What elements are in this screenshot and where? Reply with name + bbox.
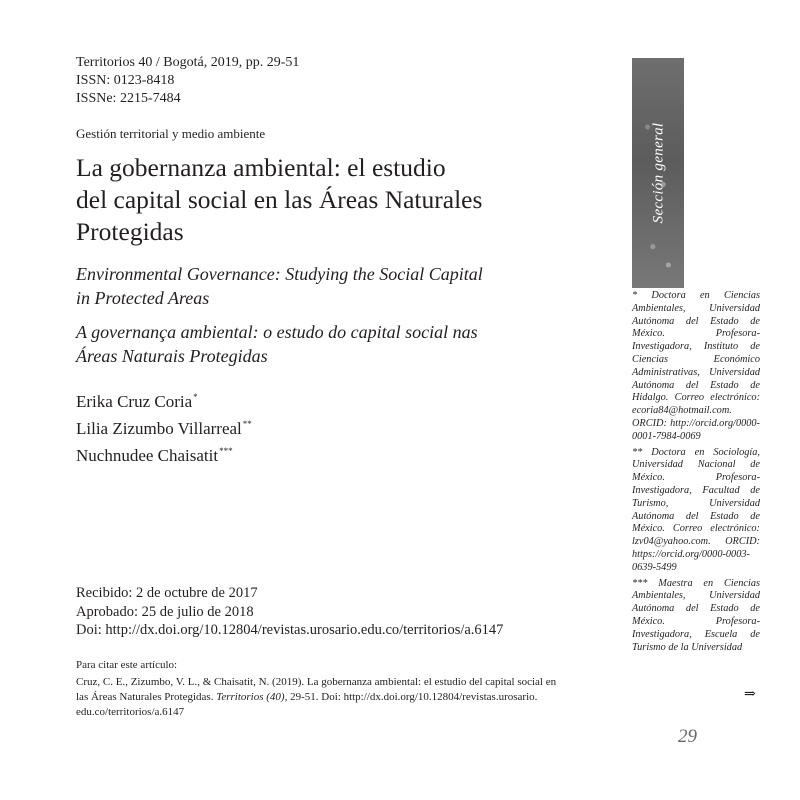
portuguese-title-line: Áreas Naturais Protegidas [76, 346, 268, 366]
author-footnote-mark: * [193, 392, 198, 402]
citation-line: Cruz, C. E., Zizumbo, V. L., & Chaisatit, N. (2019). La gobernanza ambiental: el estudio del capital social en [76, 676, 557, 688]
title-line: La gobernanza ambiental: el estudio [76, 153, 446, 182]
continue-arrow-icon: ⇒ [744, 687, 756, 702]
journal-header [76, 54, 299, 108]
section-label: Gestión territorial y medio ambiente [76, 126, 266, 141]
section-tab-label: Sección general [650, 122, 667, 224]
author-footnote-mark: *** [219, 446, 233, 456]
citation-issue: (40) [263, 691, 285, 703]
title-line: del capital social en las Áreas Naturales [76, 185, 483, 214]
author [76, 413, 252, 440]
citation-fragment: , 29-51. Doi: http://dx.doi.org/10.12804/revistas.urosario. [284, 691, 538, 703]
author-name: Erika Cruz Coria [76, 392, 193, 411]
doi-link[interactable]: Doi: http://dx.doi.org/10.12804/revistas.urosario.edu.co/territorios/a.6147 [76, 622, 504, 638]
article-dates [76, 584, 503, 640]
author-footnotes [632, 290, 760, 657]
author [76, 386, 252, 413]
issn-e: ISSNe: 2215-7484 [76, 91, 181, 106]
footnote: *** Maestra en Ciencias Ambientales, Universidad Autónoma del Estado de México. Profesora-Investigadora, Escuela de Turismo de la Universidad [632, 577, 760, 653]
english-title-line: in Protected Areas [76, 288, 210, 308]
english-title-line: Environmental Governance: Studying the Social Capital [76, 264, 483, 284]
english-title [76, 262, 616, 310]
citation-label: Para citar este artículo: [76, 659, 178, 671]
portuguese-title-line: A governança ambiental: o estudo do capital social nas [76, 322, 478, 342]
citation-journal: Territorios [216, 691, 264, 703]
citation-line: edu.co/territorios/a.6147 [76, 706, 185, 718]
citation-text [76, 675, 616, 720]
author-list [76, 386, 252, 467]
section-tab [632, 58, 684, 288]
citation-line [76, 690, 616, 705]
received-date: Recibido: 2 de octubre de 2017 [76, 585, 258, 601]
issn: ISSN: 0123-8418 [76, 73, 175, 88]
author-name: Lilia Zizumbo Villarreal [76, 419, 242, 438]
title-line: Protegidas [76, 217, 184, 246]
author [76, 440, 252, 467]
author-name: Nuchnudee Chaisatit [76, 446, 219, 465]
portuguese-title [76, 320, 616, 368]
author-footnote-mark: ** [242, 419, 252, 429]
article-title [76, 152, 616, 248]
journal-line: Territorios 40 / Bogotá, 2019, pp. 29-51 [76, 55, 300, 70]
footnote: ** Doctora en Sociología, Universidad Nacional de México. Profesora-Investigadora, Facultad de Turismo, Universidad Autónoma del Estado de México. Correo electrónico: lzv04@yahoo.com. ORCID: https://orcid.org/0000-0003-0639-5499 [632, 446, 760, 573]
page-number: 29 [678, 726, 697, 747]
footnote: * Doctora en Ciencias Ambientales, Universidad Autónoma del Estado de México. Profesora-Investigadora, Instituto de Ciencias Económico Administrativas, Universidad Autónoma del Estado de Hidalgo. Correo electrónico: ecoria84@hotmail.com. ORCID: http://orcid.org/0000-0001-7984-0069 [632, 290, 760, 442]
citation-fragment: las Áreas Naturales Protegidas. [76, 691, 217, 703]
approved-date: Aprobado: 25 de julio de 2018 [76, 603, 254, 620]
